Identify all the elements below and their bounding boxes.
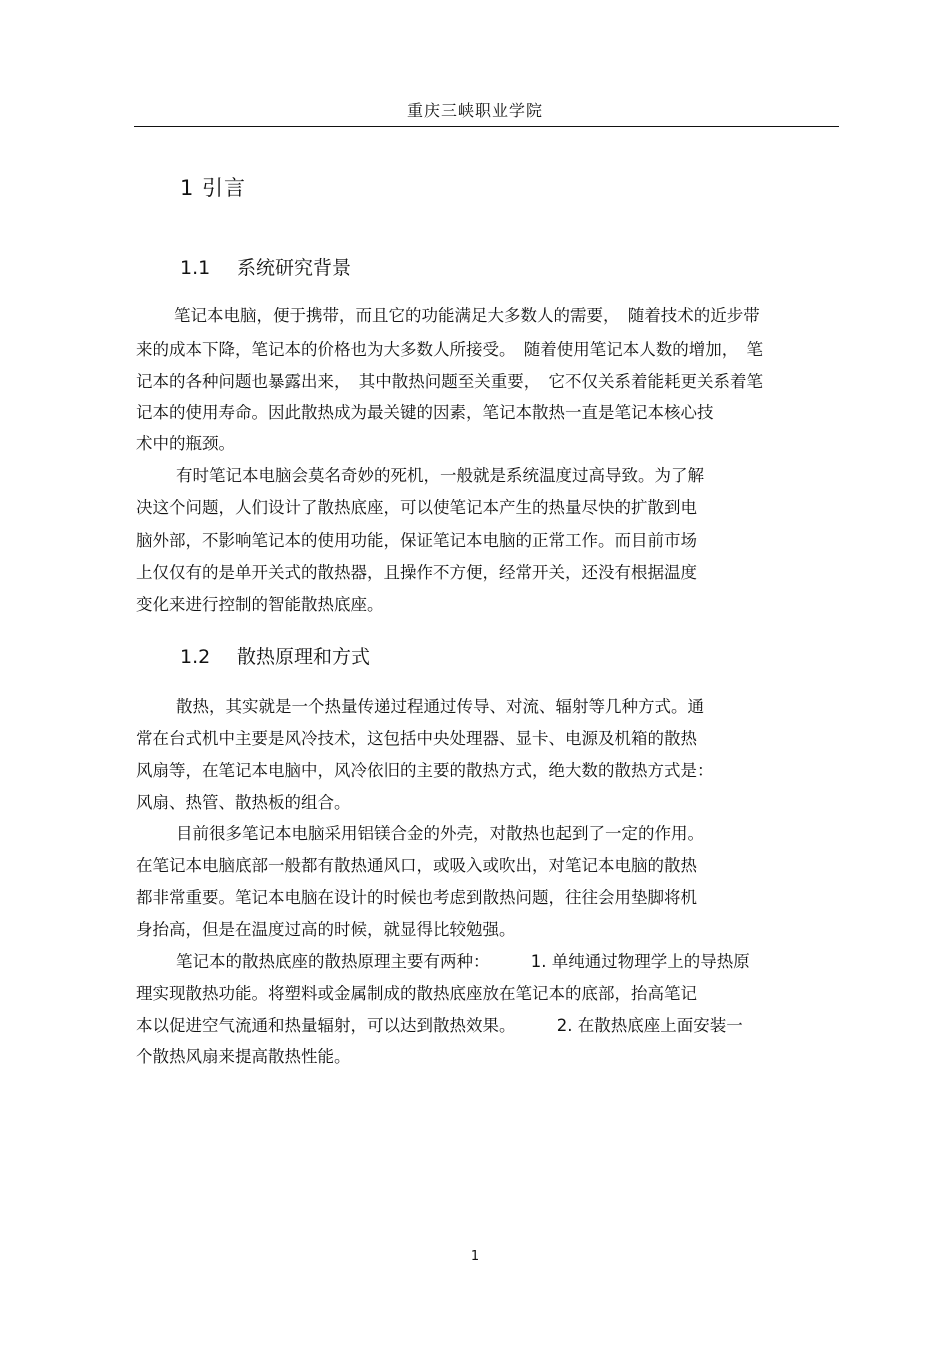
section-number: 1.2 [180,646,211,668]
page-header-title: 重庆三峡职业学院 [406,101,543,120]
paragraph-line: 目前很多笔记本电脑采用铝镁合金的外壳，对散热也起到了一定的作用。 [176,824,704,843]
paragraph-line: 有时笔记本电脑会莫名奇妙的死机，一般就是系统温度过高导致。为了解 [176,466,704,485]
paragraph-line: 本以促进空气流通和热量辐射，可以达到散热效果。 2. 在散热底座上面安装一 [136,1016,743,1035]
section-title: 散热原理和方式 [237,646,371,668]
section-heading-1-1 [180,253,351,280]
paragraph-line: 风扇等，在笔记本电脑中，风冷依旧的主要的散热方式，绝大数的散热方式是： [136,761,714,780]
paragraph-line: 笔记本的散热底座的散热原理主要有两种： 1. 单纯通过物理学上的导热原 [176,952,750,971]
paragraph-line: 风扇、热管、散热板的组合。 [136,793,351,812]
paragraph-line: 常在台式机中主要是风冷技术，这包括中央处理器、显卡、电源及机箱的散热 [136,729,697,748]
page-number: 1 [470,1249,480,1264]
paragraph-line: 记本的使用寿命。因此散热成为最关键的因素，笔记本散热一直是笔记本核心技 [136,403,714,422]
chapter-heading: 1 引言 [180,176,247,200]
section-number: 1.1 [180,257,211,279]
paragraph-line: 个散热风扇来提高散热性能。 [136,1047,351,1066]
paragraph-line: 变化来进行控制的智能散热底座。 [136,595,384,614]
paragraph-line: 笔记本电脑，便于携带，而且它的功能满足大多数人的需要， 随着技术的近步带 [174,306,760,325]
paragraph-line: 都非常重要。笔记本电脑在设计的时候也考虑到散热问题，往往会用垫脚将机 [136,888,697,907]
paragraph-line: 上仅仅有的是单开关式的散热器，且操作不方便，经常开关，还没有根据温度 [136,563,697,582]
section-title: 系统研究背景 [237,257,352,279]
paragraph-line: 身抬高，但是在温度过高的时候，就显得比较勉强。 [136,920,516,939]
paragraph-line: 来的成本下降，笔记本的价格也为大多数人所接受。 随着使用笔记本人数的增加， 笔 [136,340,763,359]
section-heading-1-2 [180,642,370,669]
paragraph-line: 记本的各种问题也暴露出来， 其中散热问题至关重要， 它不仅关系着能耗更关系着笔 [136,372,763,391]
header-divider [134,126,839,127]
paragraph-line: 脑外部，不影响笔记本的使用功能，保证笔记本电脑的正常工作。而目前市场 [136,531,697,550]
paragraph-line: 决这个问题，人们设计了散热底座，可以使笔记本产生的热量尽快的扩散到电 [136,498,697,517]
paragraph-line: 在笔记本电脑底部一般都有散热通风口，或吸入或吹出，对笔记本电脑的散热 [136,856,697,875]
paragraph-line: 理实现散热功能。将塑料或金属制成的散热底座放在笔记本的底部，抬高笔记 [136,984,697,1003]
paragraph-line: 术中的瓶颈。 [136,434,235,453]
paragraph-line: 散热，其实就是一个热量传递过程通过传导、对流、辐射等几种方式。通 [176,697,704,716]
